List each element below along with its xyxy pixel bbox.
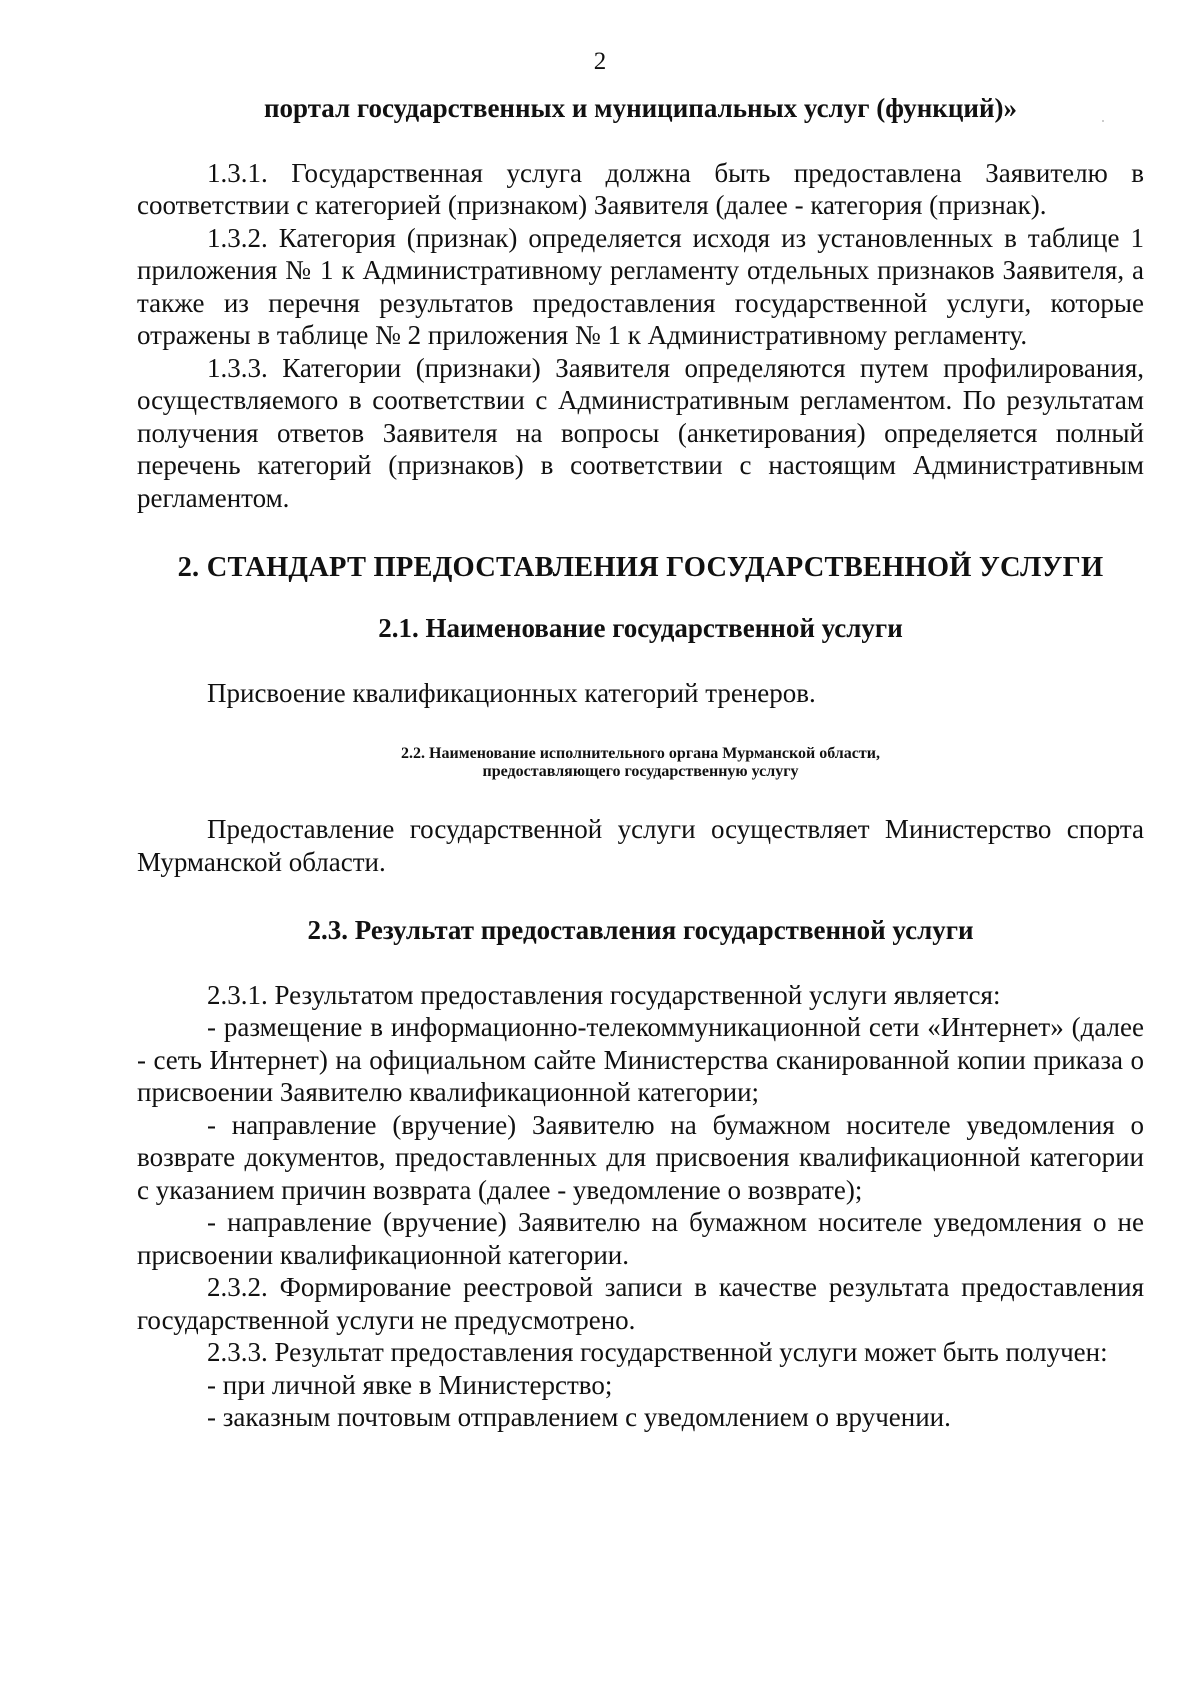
subsection-2-2-heading xyxy=(137,745,1144,781)
list-item-result-2: - направление (вручение) Заявителю на бумажном носителе уведомления о возврате документов, предоставленных для присвоения квалификационной категории с указанием причин возврата (далее - уведомление о возврате); xyxy=(137,1109,1144,1205)
paragraph-2-3-1: 2.3.1. Результатом предоставления государственной услуги является: xyxy=(207,979,1001,1010)
paragraph-2-3-3: 2.3.3. Результат предоставления государственной услуги может быть получен: xyxy=(207,1337,1108,1367)
paragraph-2-1: Присвоение квалификационных категорий тренеров. xyxy=(207,677,816,708)
paragraph-1-3-3: 1.3.3. Категории (признаки) Заявителя определяются путем профилирования, осуществляемого в соответствии с Административным регламентом. По результатам получения ответов Заявителя на вопросы (анкетирования) определяется полный перечень категорий (признаков) в соответствии с настоящим Административным регламентом. xyxy=(137,352,1144,513)
subsection-2-2-heading-line2: предоставляющего государственную услугу xyxy=(482,763,799,780)
list-item-result-3: - направление (вручение) Заявителю на бумажном носителе уведомления о не присвоении квалификационной категории. xyxy=(137,1207,1144,1270)
subsection-2-1-heading: 2.1. Наименование государственной услуги xyxy=(378,613,903,643)
paragraph-2-3-2: 2.3.2. Формирование реестровой записи в качестве результата предоставления государственной услуги не предусмотрено. xyxy=(137,1272,1144,1335)
continuation-heading: портал государственных и муниципальных услуг (функций)» xyxy=(263,93,1017,123)
subsection-2-2-heading-line1: 2.2. Наименование исполнительного органа Мурманской области, xyxy=(401,745,880,762)
subsection-2-3-heading: 2.3. Результат предоставления государственной услуги xyxy=(307,915,974,945)
list-item-delivery-1: - при личной явке в Министерство; xyxy=(207,1369,613,1400)
page-number: 2 xyxy=(593,48,607,75)
paragraph-2-2: Предоставление государственной услуги осуществляет Министерство спорта Мурманской области. xyxy=(137,814,1144,877)
section-2-heading: 2. СТАНДАРТ ПРЕДОСТАВЛЕНИЯ ГОСУДАРСТВЕННОЙ УСЛУГИ xyxy=(177,552,1104,583)
paragraph-1-3-2: 1.3.2. Категория (признак) определяется исходя из установленных в таблице 1 приложения № 1 к Административному регламенту отдельных признаков Заявителя, а также из перечня результатов предоставления государственной услуги, которые отражены в таблице № 2 приложения № 1 к Административному регламенту. xyxy=(137,222,1144,350)
list-item-result-1: - размещение в информационно-телекоммуникационной сети «Интернет» (далее - сеть Интернет) на официальном сайте Министерства сканированной копии приказа о присвоении Заявителю квалификационной категории; xyxy=(137,1012,1144,1107)
list-item-delivery-2: - заказным почтовым отправлением с уведомлением о вручении. xyxy=(207,1402,951,1432)
paragraph-1-3-1: 1.3.1. Государственная услуга должна быть предоставлена Заявителю в соответствии с категорией (признаком) Заявителя (далее - категория (признак). xyxy=(137,157,1144,220)
document-body xyxy=(137,92,1144,1434)
